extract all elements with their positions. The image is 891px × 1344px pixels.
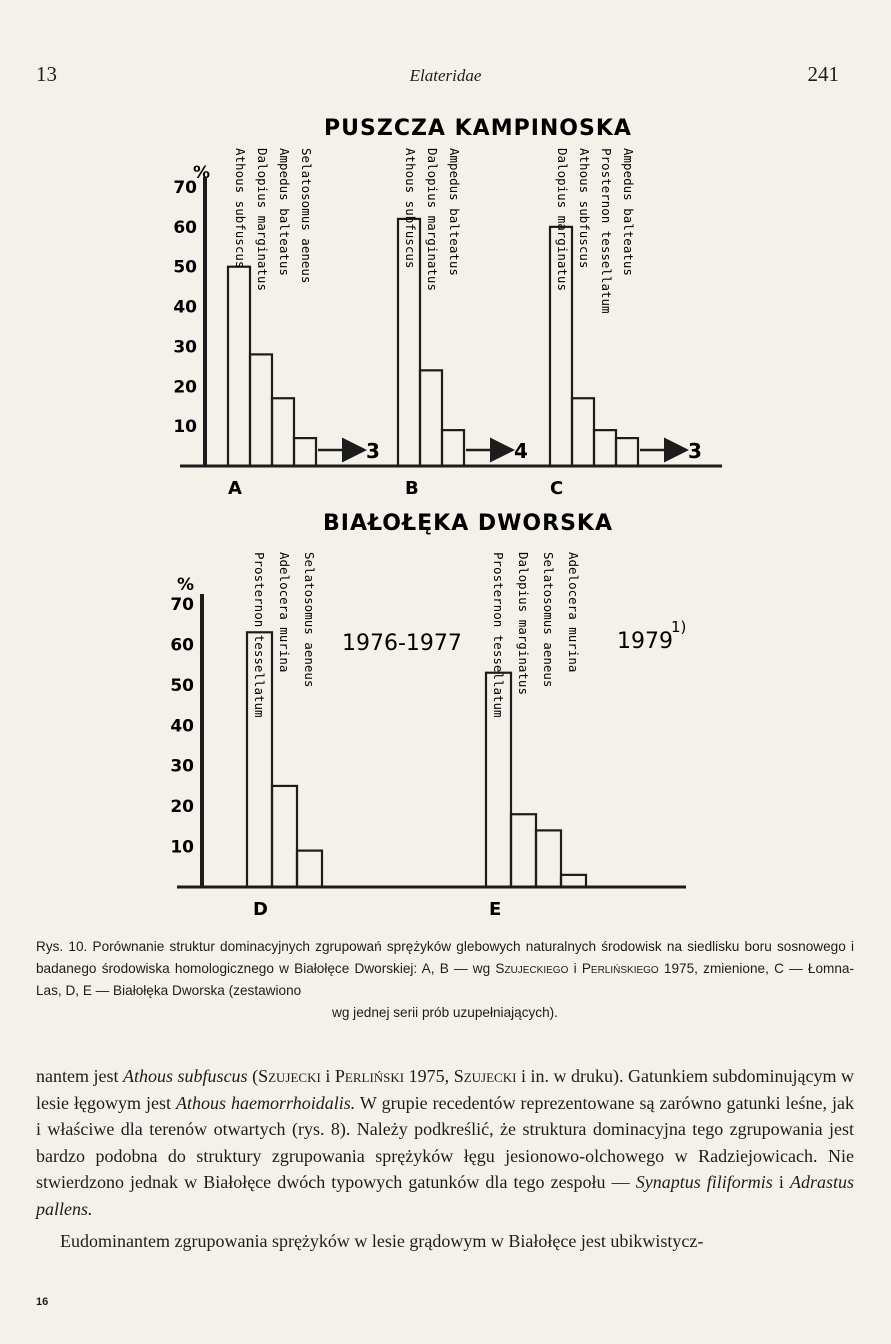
- rest-count: 4: [514, 439, 528, 463]
- bar: [250, 354, 272, 466]
- group-label: D: [253, 899, 268, 920]
- y-tick-label: 10: [170, 837, 194, 858]
- bar: [297, 851, 322, 887]
- chart-title-bialoleka: BIAŁOŁĘKA DWORSKA: [322, 511, 614, 536]
- bar: [442, 430, 464, 466]
- bar: [228, 267, 250, 466]
- rest-count: 3: [366, 439, 380, 463]
- body-text-run: i: [325, 1066, 331, 1086]
- bar: [294, 438, 316, 466]
- y-tick-label: 30: [170, 756, 194, 777]
- group-label: C: [550, 478, 564, 499]
- species-label: Prosternon tessellatum: [252, 552, 267, 718]
- species-label: Ampedus balteatus: [447, 148, 462, 276]
- bar: [536, 830, 561, 887]
- species-name: Athous subfuscus: [123, 1066, 248, 1086]
- species-label: Selatosomus aeneus: [299, 148, 314, 284]
- species-label: Athous subfuscus: [233, 148, 248, 269]
- caption-text-2: 1975, zmienione, C — Łomna-Las, D, E — Białołęka Dworska (zestawiono: [36, 961, 855, 998]
- body-text-run: nantem jest: [36, 1066, 119, 1086]
- body-text-run: 1975,: [408, 1066, 450, 1086]
- caption-text-1: Porównanie struktur dominacyjnych zgrupowań sprężyków glebowych naturalnych środowisk na siedlisku boru sosnowego i badanego środowiska homologicznego w Białołęce Dworskiej: A, B — wg: [36, 939, 854, 976]
- species-name: Athous haemorrhoidalis.: [176, 1092, 356, 1113]
- bar: [420, 370, 442, 466]
- bar: [272, 786, 297, 887]
- species-label: Adelocera murina: [277, 552, 292, 673]
- y-axis-unit-top: %: [193, 163, 211, 183]
- bar: [272, 398, 294, 466]
- species-label: Dalopius marginatus: [425, 148, 440, 291]
- y-tick-label: 20: [173, 377, 197, 398]
- group-label: E: [489, 899, 502, 920]
- caption-text-3: wg jednej serii prób uzupełniających).: [332, 1005, 558, 1020]
- period-label-d: 1976-1977: [342, 631, 462, 656]
- body-text-run: i: [778, 1172, 784, 1192]
- y-tick-label: 40: [173, 297, 197, 318]
- caption-author-2: Perlińskiego: [581, 961, 659, 976]
- species-label: Dalopius marginatus: [255, 148, 270, 291]
- y-tick-label: 30: [173, 337, 197, 358]
- bar: [561, 875, 586, 887]
- group-label: B: [405, 478, 419, 499]
- page-number-right: 241: [807, 62, 839, 86]
- species-label: Adelocera murina: [566, 552, 581, 673]
- bar: [511, 814, 536, 887]
- signature-mark: 16: [36, 1296, 49, 1308]
- body-text-run: (: [252, 1066, 259, 1086]
- author-name: Szujecki: [453, 1066, 517, 1086]
- body-text-run: i in. w druku). Gatunkiem subdominującym w lesie łęgowym jest: [36, 1066, 855, 1113]
- period-label-e: 1979: [617, 629, 673, 654]
- body-paragraph-2: Eudominantem zgrupowania sprężyków w lesie grądowym w Białołęce jest ubikwistycz-: [60, 1231, 704, 1251]
- y-tick-label: 20: [170, 797, 194, 818]
- species-label: Dalopius marginatus: [555, 148, 570, 291]
- species-label: Selatosomus aeneus: [541, 552, 556, 688]
- y-tick-label: 50: [170, 675, 194, 696]
- y-tick-label: 70: [170, 595, 194, 615]
- y-tick-label: 60: [170, 635, 194, 656]
- group-label: A: [228, 478, 242, 499]
- y-axis-unit-bottom: %: [177, 575, 195, 595]
- chart-title-kampinoska: PUSZCZA KAMPINOSKA: [324, 116, 632, 141]
- species-label: Dalopius marginatus: [516, 552, 531, 695]
- body-text: [36, 1063, 854, 1255]
- species-label: Prosternon tessellatum: [599, 148, 614, 314]
- species-label: Athous subfuscus: [577, 148, 592, 269]
- species-label: Ampedus balteatus: [277, 148, 292, 276]
- caption-author-1: Szujeckiego: [495, 961, 569, 976]
- y-tick-label: 10: [173, 417, 197, 438]
- page-number-left: 13: [36, 62, 57, 86]
- species-label: Prosternon tessellatum: [491, 552, 506, 718]
- period-note-e: 1): [671, 618, 687, 636]
- y-tick-label: 70: [173, 178, 197, 198]
- species-name: Synaptus filiformis: [635, 1172, 773, 1192]
- species-label: Selatosomus aeneus: [302, 552, 317, 688]
- running-title: Elateridae: [409, 66, 482, 85]
- species-label: Athous subfuscus: [403, 148, 418, 269]
- species-label: Ampedus balteatus: [621, 148, 636, 276]
- rest-count: 3: [688, 439, 702, 463]
- y-tick-label: 50: [173, 257, 197, 278]
- bar: [616, 438, 638, 466]
- y-tick-label: 40: [170, 716, 194, 737]
- author-name: Perliński: [334, 1066, 405, 1086]
- bar: [594, 430, 616, 466]
- figure-caption: [36, 936, 854, 1024]
- author-name: Szujecki: [258, 1066, 321, 1086]
- bar: [572, 398, 594, 466]
- caption-fig-label: Rys. 10.: [36, 939, 88, 954]
- body-text-run: W grupie recedentów reprezentowane są zarówno gatunki leśne, jak i właściwe dla terenów otwartych (rys. 8). Należy podkreślić, że struktura dominacyjna tego zgrupowania jest bardzo podobna do struktury zgrupowania sprężyków łęgu jesionowo-olchowego w Radziejowicach. Nie stwierdzono jednak w Białołęce dwóch typowych gatunków dla tego zespołu —: [36, 1092, 854, 1192]
- y-tick-label: 60: [173, 217, 197, 238]
- caption-and: i: [573, 961, 577, 976]
- body-paragraph-1: [36, 1063, 854, 1222]
- species-name: Adrastus pallens.: [36, 1172, 854, 1219]
